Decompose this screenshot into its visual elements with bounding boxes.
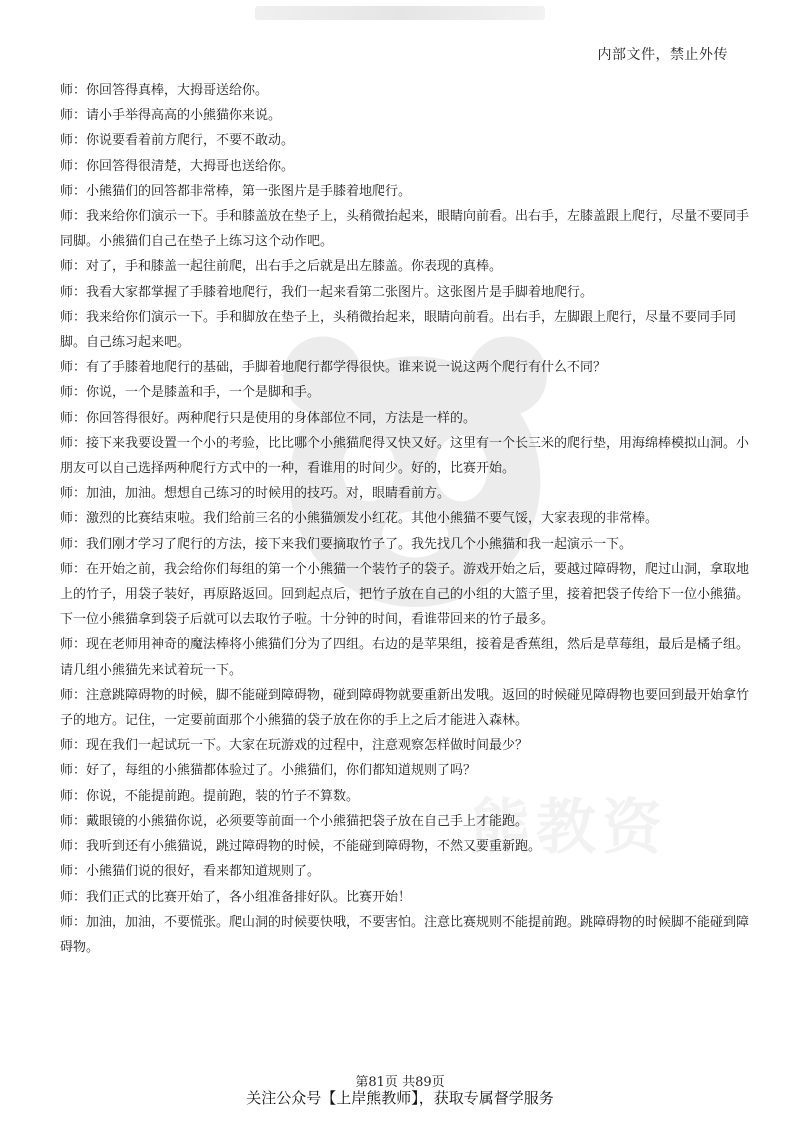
- transcript-paragraph: 师：你回答得真棒，大拇哥送给你。: [60, 83, 269, 98]
- page-number: 第81页 共89页: [355, 1075, 445, 1090]
- transcript-paragraph: 师：接下来我要设置一个小的考验，比比哪个小熊猫爬得又快又好。这里有一个长三米的爬行垫，用海绵棒模拟山洞。小朋友可以自己选择两种爬行方式中的一种，看谁用的时间少。好的，比赛开始。: [60, 435, 750, 477]
- transcript-paragraph: 师：现在我们一起试玩一下。大家在玩游戏的过程中，注意观察怎样做时间最少？: [60, 738, 529, 754]
- transcript-paragraph: 师：激烈的比赛结束啦。我们给前三名的小熊猫颁发小红花。其他小熊猫不要气馁，大家表现的非常棒。: [60, 511, 659, 527]
- transcript-paragraph: 师：对了，手和膝盖一起往前爬，出右手之后就是出左膝盖。你表现的真棒。: [60, 259, 503, 275]
- transcript-paragraph: 师：你说要看着前方爬行，不要不敢动。: [60, 133, 295, 149]
- transcript-paragraph: 师：在开始之前，我会给你们每组的第一个小熊猫一个装竹子的袋子。游戏开始之后，要越过障碍物，爬过山洞，拿取地上的竹子，用袋子装好，再原路返回。回到起点后，把竹子放在自己的小组的大篮子里，接着把袋子传给下一位小熊猫。下一位小熊猫拿到袋子后就可以去取竹子啦。十分钟的时间，看谁带回来的竹子最多。: [60, 561, 750, 628]
- transcript-paragraph: 师：你说，一个是膝盖和手，一个是脚和手。: [60, 385, 321, 401]
- header-smudge: [255, 6, 545, 20]
- transcript-body: [60, 78, 750, 960]
- watermark-text: 熊教资: [470, 793, 668, 863]
- transcript-paragraph: 师：你说，不能提前跑。提前跑，装的竹子不算数。: [60, 788, 360, 804]
- transcript-paragraph: 师：我听到还有小熊猫说，跳过障碍物的时候，不能碰到障碍物，不然又要重新跑。: [60, 839, 542, 855]
- transcript-paragraph: 师：你回答得很好。两种爬行只是使用的身体部位不同，方法是一样的。: [60, 410, 477, 426]
- transcript-paragraph: 师：小熊猫们说的很好，看来都知道规则了。: [60, 864, 321, 880]
- transcript-paragraph: 师：我们正式的比赛开始了，各小组准备排好队。比赛开始！: [60, 889, 412, 905]
- transcript-paragraph: 师：好了，每组的小熊猫都体验过了。小熊猫们，你们都知道规则了吗？: [60, 763, 477, 779]
- promo-line: 关注公众号【上岸熊教师】，获取专属督学服务: [246, 1089, 554, 1107]
- transcript-paragraph: 师：注意跳障碍物的时候，脚不能碰到障碍物，碰到障碍物就要重新出发哦。返回的时候碰见障碍物也要回到最开始拿竹子的地方。记住，一定要前面那个小熊猫的袋子放在你的手上之后才能进入森林。: [60, 687, 750, 729]
- transcript-paragraph: 师：你回答得很清楚，大拇哥也送给你。: [60, 158, 295, 174]
- confidential-note: 内部文件，禁止外传: [597, 47, 728, 63]
- transcript-paragraph: 师：加油，加油，不要慌张。爬山洞的时候要快哦，不要害怕。注意比赛规则不能提前跑。跳障碍物的时候脚不能碰到障碍物。: [60, 914, 750, 955]
- transcript-paragraph: 师：我看大家都掌握了手膝着地爬行，我们一起来看第二张图片。这张图片是手脚着地爬行。: [60, 284, 594, 300]
- transcript-paragraph: 师：我来给你们演示一下。手和膝盖放在垫子上，头稍微抬起来，眼睛向前看。出右手，左膝盖跟上爬行，尽量不要同手同脚。小熊猫们自己在垫子上练习这个动作吧。: [60, 209, 750, 250]
- transcript-paragraph: 师：小熊猫们的回答都非常棒，第一张图片是手膝着地爬行。: [60, 183, 412, 199]
- transcript-paragraph: 师：戴眼镜的小熊猫你说，必须要等前面一个小熊猫把袋子放在自己手上才能跑。: [60, 813, 529, 829]
- transcript-paragraph: 师：我来给你们演示一下。手和脚放在垫子上，头稍微抬起来，眼睛向前看。出右手，左脚跟上爬行，尽量不要同手同脚。自己练习起来吧。: [60, 309, 737, 351]
- transcript-paragraph: 师：加油，加油。想想自己练习的时候用的技巧。对，眼睛看前方。: [60, 486, 451, 502]
- transcript-paragraph: 师：有了手膝着地爬行的基础，手脚着地爬行都学得很快。谁来说一说这两个爬行有什么不同？: [60, 360, 607, 376]
- transcript-paragraph: 师：请小手举得高高的小熊猫你来说。: [60, 108, 282, 124]
- transcript-paragraph: 师：现在老师用神奇的魔法棒将小熊猫们分为了四组。右边的是苹果组，接着是香蕉组，然后是草莓组，最后是橘子组。请几组小熊猫先来试着玩一下。: [60, 637, 750, 678]
- transcript-paragraph: 师：我们刚才学习了爬行的方法，接下来我们要摘取竹子了。我先找几个小熊猫和我一起演示一下。: [60, 536, 633, 552]
